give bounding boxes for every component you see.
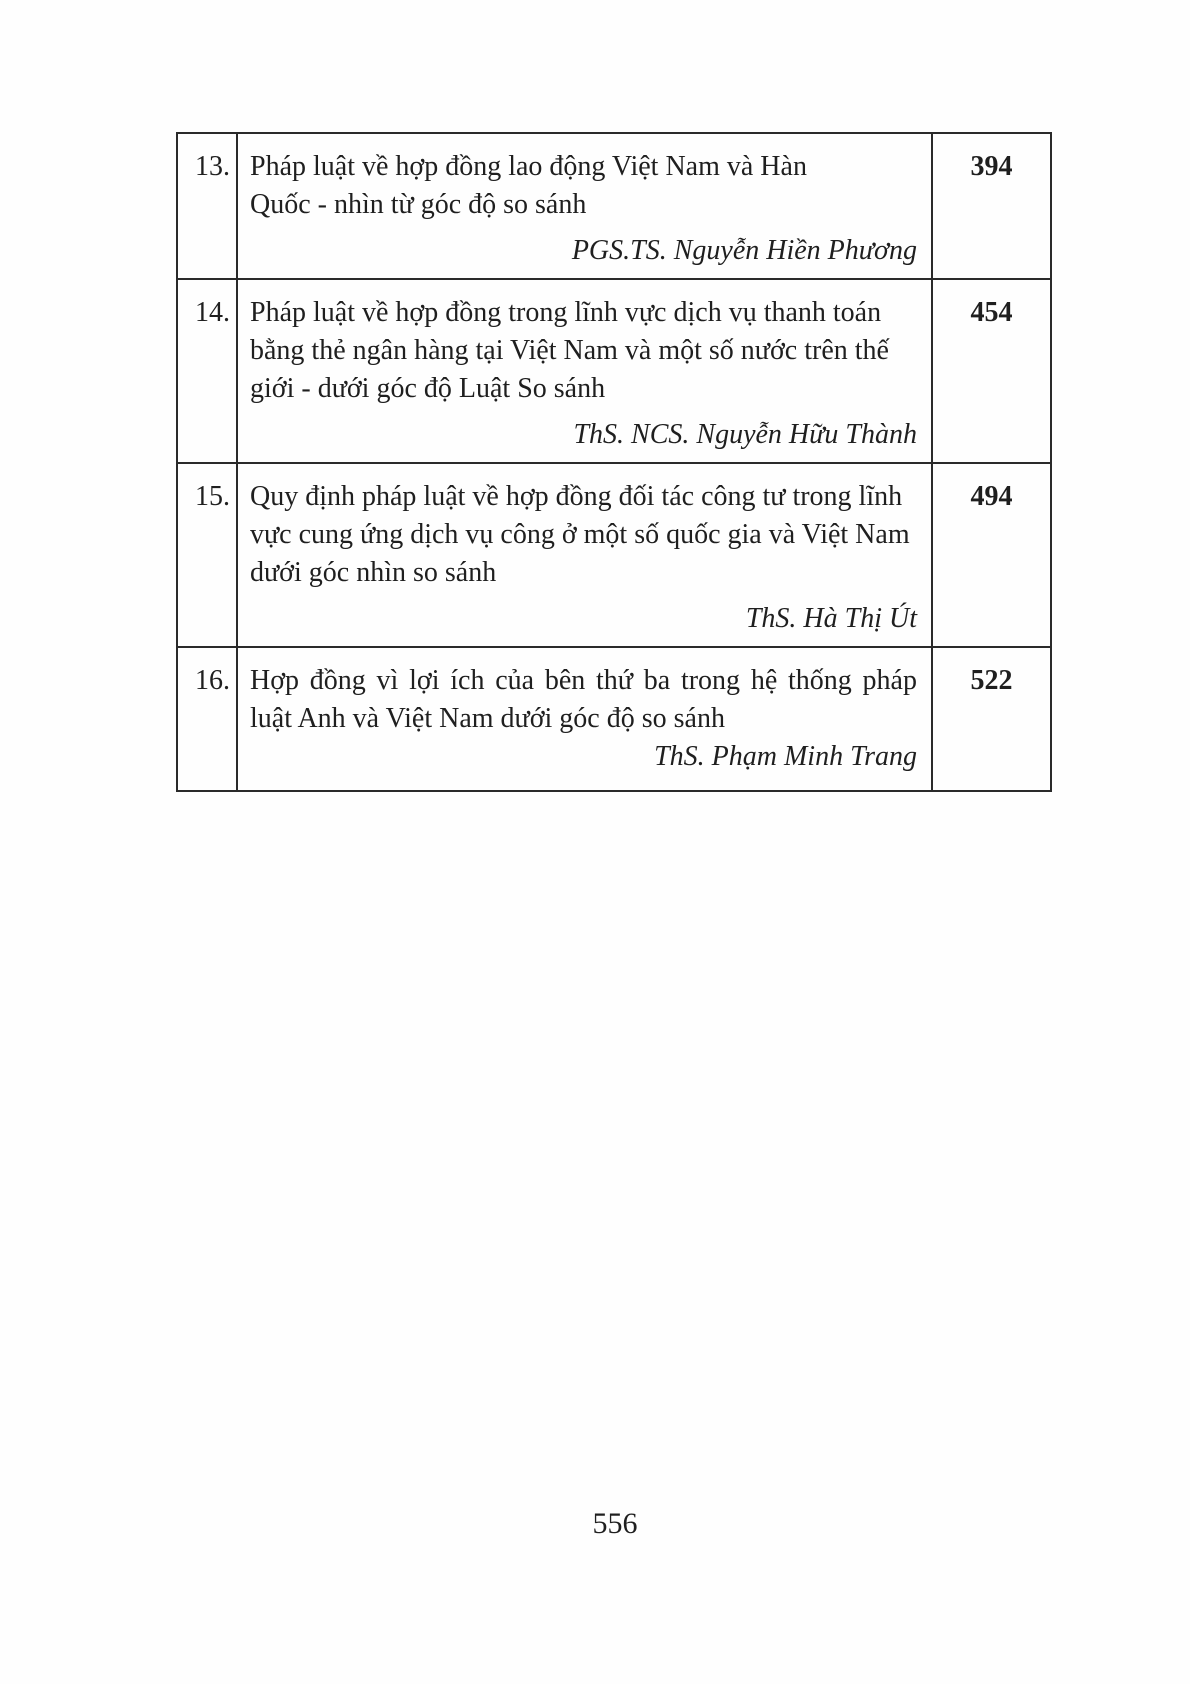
entry-page: 494 (932, 463, 1051, 647)
toc-row (177, 279, 1051, 463)
table-of-contents (176, 132, 1052, 792)
toc-row (177, 647, 1051, 791)
entry-title: Hợp đồng vì lợi ích của bên thứ ba trong hệ thống pháp luật Anh và Việt Nam dưới góc độ so sánh (250, 665, 917, 734)
toc-row (177, 463, 1051, 647)
page-number: 556 (592, 1507, 638, 1540)
entry-page: 454 (932, 279, 1051, 463)
entry-author: PGS.TS. Nguyễn Hiền Phương (571, 235, 917, 266)
entry-author: ThS. Phạm Minh Trang (654, 741, 917, 772)
entry-cell (237, 463, 932, 647)
entry-cell (237, 647, 932, 791)
toc-row (177, 133, 1051, 279)
entry-number: 14. (177, 279, 237, 463)
entry-number: 16. (177, 647, 237, 791)
entry-page: 394 (932, 133, 1051, 279)
entry-cell (237, 133, 932, 279)
entry-author: ThS. NCS. Nguyễn Hữu Thành (573, 419, 917, 450)
entry-number: 15. (177, 463, 237, 647)
entry-number: 13. (177, 133, 237, 279)
entry-title: Quy định pháp luật về hợp đồng đối tác công tư trong lĩnh vực cung ứng dịch vụ công ở một số quốc gia và Việt Nam dưới góc nhìn so sánh (250, 481, 910, 588)
entry-author: ThS. Hà Thị Út (745, 603, 917, 634)
entry-title: Pháp luật về hợp đồng trong lĩnh vực dịch vụ thanh toán bằng thẻ ngân hàng tại Việt Nam và một số nước trên thế giới - dưới góc độ Luật So sánh (250, 297, 889, 404)
entry-cell (237, 279, 932, 463)
entry-title: Pháp luật về hợp đồng lao động Việt Nam và Hàn Quốc - nhìn từ góc độ so sánh (250, 151, 807, 220)
entry-page: 522 (932, 647, 1051, 791)
